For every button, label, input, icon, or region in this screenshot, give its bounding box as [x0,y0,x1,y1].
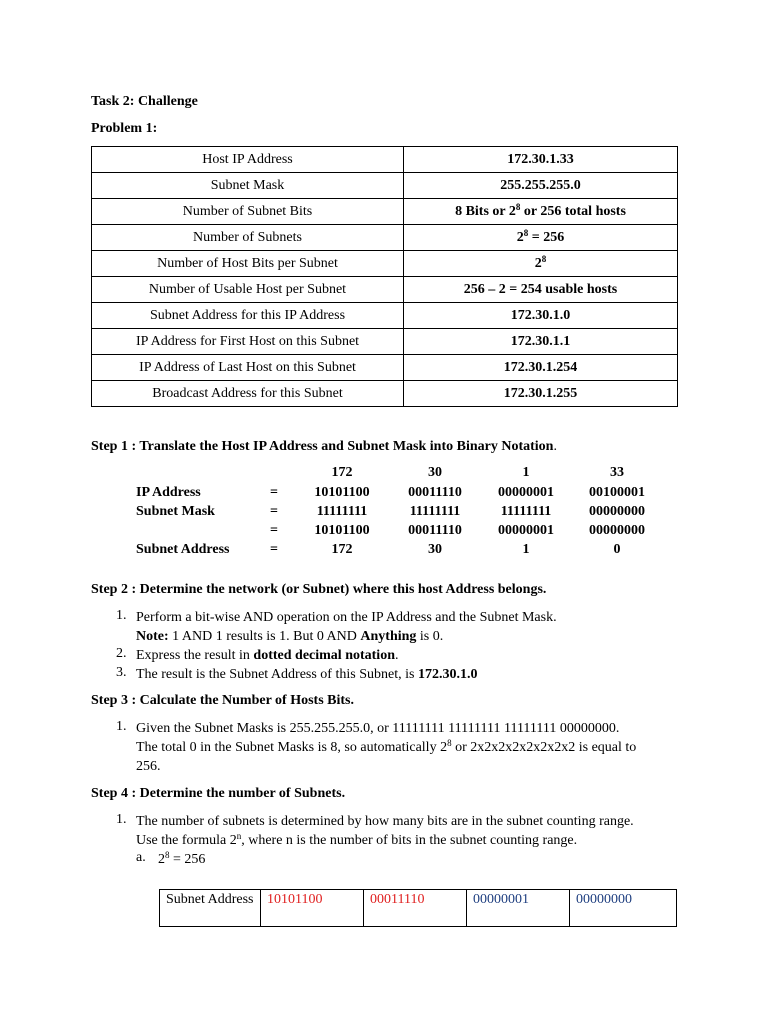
binary-value: 10101100 [314,523,370,538]
table-row [92,225,678,251]
step2-item2: Express the result in dotted decimal notation. [136,648,399,663]
row-value: 255.255.255.0 [404,173,678,199]
binary-value: 00011110 [408,523,462,538]
bits-cell: 10101100 [261,890,364,927]
grid-row-label: Subnet Mask [136,504,215,519]
row-label: Number of Host Bits per Subnet [92,251,404,277]
equals-sign: = [270,542,278,557]
grid-row-label: Subnet Address [136,542,230,557]
list-marker: 1. [116,608,127,623]
bits-label: Subnet Address [160,890,261,927]
row-label: Number of Subnet Bits [92,199,404,225]
bits-cell: 00000000 [570,890,677,927]
octet-header: 30 [428,465,442,480]
decimal-value: 0 [613,542,621,557]
step2-title: Step 2 : Determine the network (or Subnet) where this host Address belongs. [91,582,547,597]
equals-sign: = [270,504,278,519]
row-label: Number of Usable Host per Subnet [92,277,404,303]
step4-title: Step 4 : Determine the number of Subnets. [91,786,346,801]
row-label: Subnet Mask [92,173,404,199]
octet-header: 172 [331,465,353,480]
table-row [92,303,678,329]
sub-list-marker: a. [136,850,146,865]
bits-cell: 00000001 [467,890,570,927]
binary-value: 11111111 [409,504,461,519]
table-row [92,173,678,199]
row-label: IP Address for First Host on this Subnet [92,329,404,355]
step1-title: Step 1 : Translate the Host IP Address and Subnet Mask into Binary Notation. [91,439,557,454]
subnet-bits-table [159,889,677,927]
row-label: Host IP Address [92,147,404,173]
row-label: IP Address of Last Host on this Subnet [92,355,404,381]
binary-value: 11111111 [500,504,552,519]
list-marker: 2. [116,646,127,661]
table-row [92,381,678,407]
binary-value: 11111111 [316,504,368,519]
step3-line3: 256. [136,759,161,774]
task-heading: Task 2: Challenge [91,94,198,109]
binary-value: 00100001 [589,485,645,500]
step3-line1: Given the Subnet Masks is 255.255.255.0, or 11111111 11111111 11111111 00000000. [136,721,620,736]
row-value: 172.30.1.254 [404,355,678,381]
problem-heading: Problem 1: [91,121,158,136]
row-value: $2^8 = 256$ [404,225,678,251]
decimal-value: 30 [428,542,442,557]
problem-table [91,146,678,407]
octet-header: 1 [522,465,530,480]
row-value: 172.30.1.1 [404,329,678,355]
step3-line2: The total 0 in the Subnet Masks is 8, so automatically $2^8$ or 2x2x2x2x2x2x2x2 is equal to [136,738,637,755]
row-value: 8 Bits or $2^8$ or 256 total hosts [404,199,678,225]
table-row [92,277,678,303]
table-row [92,199,678,225]
list-marker: 1. [116,812,127,827]
step2-item3: The result is the Subnet Address of this Subnet, is 172.30.1.0 [136,667,478,682]
table-row [92,147,678,173]
decimal-value: 1 [522,542,530,557]
row-value: 172.30.1.33 [404,147,678,173]
table-row [92,355,678,381]
step2-item1: Perform a bit-wise AND operation on the IP Address and the Subnet Mask. [136,610,557,625]
step4-line1: The number of subnets is determined by how many bits are in the subnet counting range. [136,814,634,829]
binary-value: 00011110 [408,485,462,500]
binary-value: 00000001 [498,523,554,538]
binary-value: 00000000 [589,523,645,538]
binary-value: 00000000 [589,504,645,519]
row-value: $2^8$ [404,251,678,277]
row-value: 172.30.1.255 [404,381,678,407]
row-label: Number of Subnets [92,225,404,251]
step2-note: Note: 1 AND 1 results is 1. But 0 AND Anything is 0. [136,629,444,644]
octet-header: 33 [610,465,624,480]
binary-value: 00000001 [498,485,554,500]
equals-sign: = [270,523,278,538]
table-row [92,251,678,277]
grid-row-label: IP Address [136,485,201,500]
row-label: Subnet Address for this IP Address [92,303,404,329]
row-value: 172.30.1.0 [404,303,678,329]
bits-cell: 00011110 [364,890,467,927]
list-marker: 1. [116,719,127,734]
binary-value: 10101100 [314,485,370,500]
row-value: 256 – 2 = 254 usable hosts [404,277,678,303]
step4-line2: Use the formula 2$^n$, where n is the number of bits in the subnet counting range. [136,831,578,848]
step4-sub-item: $2^8 = 256$ [158,850,206,867]
list-marker: 3. [116,665,127,680]
table-row [160,890,677,927]
equals-sign: = [270,485,278,500]
row-label: Broadcast Address for this Subnet [92,381,404,407]
table-row [92,329,678,355]
step3-title: Step 3 : Calculate the Number of Hosts Bits. [91,693,355,708]
decimal-value: 172 [331,542,353,557]
